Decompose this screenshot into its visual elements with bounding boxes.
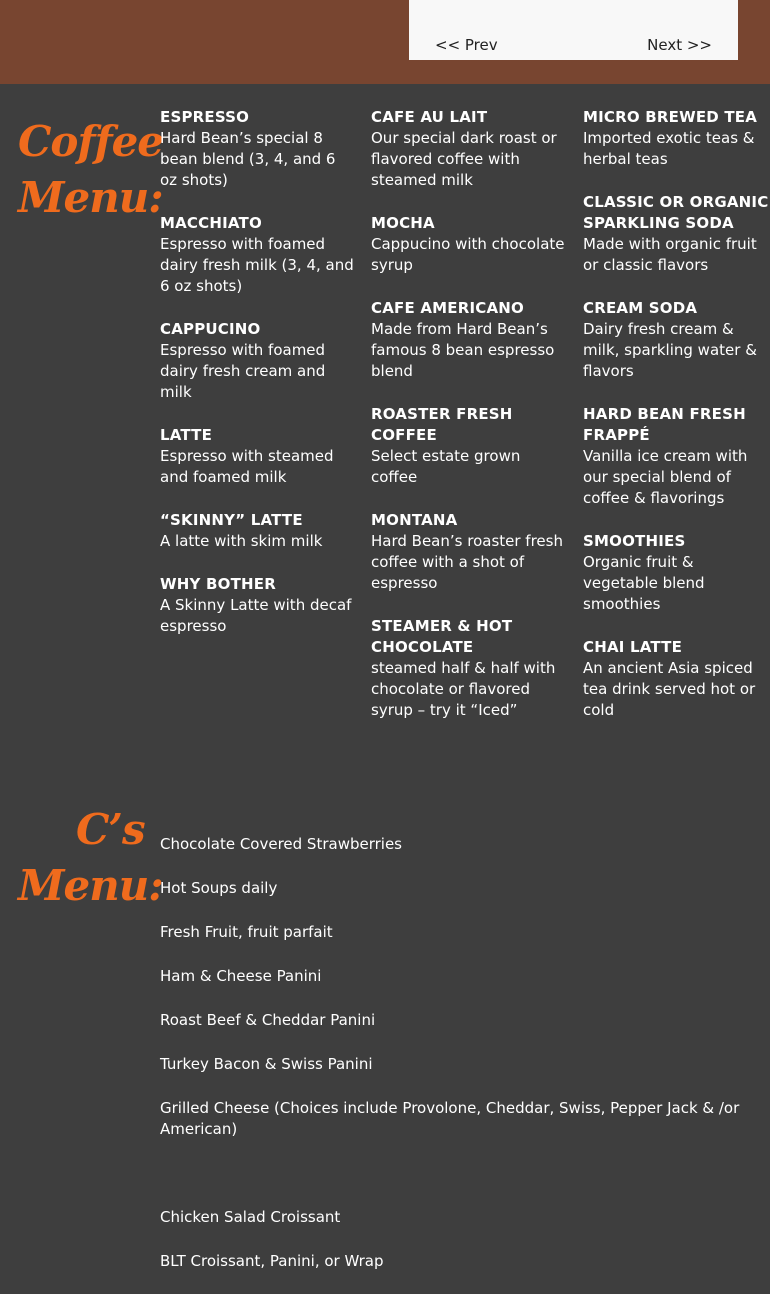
food-item: Chicken Salad Croissant (160, 1208, 341, 1226)
menu-item (583, 298, 770, 382)
food-item: Roast Beef & Cheddar Panini (160, 1011, 376, 1029)
item-name: CAPPUCINO (160, 320, 261, 338)
c-menu-title-line1: C’s (76, 805, 145, 854)
item-description: Made with organic fruit or classic flavors (583, 235, 757, 274)
item-name: MACCHIATO (160, 214, 262, 232)
menu-column-1 (160, 107, 356, 659)
top-header-band (0, 0, 770, 84)
menu-item (371, 510, 567, 594)
c-menu-title-line2: Menu: (18, 861, 163, 910)
menu-item (371, 107, 567, 191)
item-name: CREAM SODA (583, 299, 698, 317)
c-menu-section (0, 792, 770, 1294)
item-name: CLASSIC OR ORGANIC SPARKLING SODA (583, 193, 769, 232)
menu-item (160, 510, 356, 552)
food-item: Hot Soups daily (160, 879, 278, 897)
menu-column-3 (583, 107, 770, 743)
food-item: Ham & Cheese Panini (160, 967, 322, 985)
item-description: An ancient Asia spiced tea drink served hot or cold (583, 659, 756, 719)
item-description: Dairy fresh cream & milk, sparkling water & flavors (583, 320, 757, 380)
list-spacer (160, 1163, 770, 1207)
food-item: Fresh Fruit, fruit parfait (160, 923, 333, 941)
item-name: CAFE AMERICANO (371, 299, 524, 317)
item-description: Hard Bean’s special 8 bean blend (3, 4, and 6 oz shots) (160, 129, 336, 189)
item-description: Hard Bean’s roaster fresh coffee with a shot of espresso (371, 532, 563, 592)
item-name: “SKINNY” LATTE (160, 511, 303, 529)
item-description: Made from Hard Bean’s famous 8 bean espresso blend (371, 320, 555, 380)
c-menu-list (160, 834, 770, 1294)
coffee-menu-title-line1: Coffee (18, 117, 164, 166)
menu-column-2 (371, 107, 567, 743)
menu-item (583, 637, 770, 721)
item-description: Cappucino with chocolate syrup (371, 235, 565, 274)
item-name: HARD BEAN FRESH FRAPPÉ (583, 405, 746, 444)
item-name: SMOOTHIES (583, 532, 686, 550)
coffee-menu-title-line2: Menu: (18, 173, 163, 222)
item-description: Imported exotic teas & herbal teas (583, 129, 755, 168)
food-item: Grilled Cheese (Choices include Provolone, Cheddar, Swiss, Pepper Jack & /or American) (160, 1099, 740, 1138)
item-description: A Skinny Latte with decaf espresso (160, 596, 352, 635)
item-name: WHY BOTHER (160, 575, 276, 593)
menu-item (160, 574, 356, 637)
menu-item (160, 319, 356, 403)
item-name: MOCHA (371, 214, 435, 232)
item-description: Vanilla ice cream with our special blend of coffee & flavorings (583, 447, 748, 507)
item-description: Espresso with foamed dairy fresh milk (3, 4, and 6 oz shots) (160, 235, 354, 295)
c-menu-title (18, 802, 163, 914)
menu-item (160, 213, 356, 297)
food-item: Chocolate Covered Strawberries (160, 835, 402, 853)
menu-item (583, 192, 770, 276)
next-link[interactable]: Next >> (647, 36, 712, 54)
menu-item (583, 404, 770, 509)
item-name: MONTANA (371, 511, 458, 529)
menu-item (583, 107, 770, 170)
item-description: steamed half & half with chocolate or flavored syrup – try it “Iced” (371, 659, 556, 719)
item-description: Espresso with foamed dairy fresh cream and milk (160, 341, 326, 401)
menu-item (371, 213, 567, 276)
item-description: A latte with skim milk (160, 532, 323, 550)
menu-item (371, 404, 567, 488)
item-name: ROASTER FRESH COFFEE (371, 405, 513, 444)
coffee-menu-section (0, 84, 770, 792)
pager-box (409, 0, 738, 60)
item-name: ESPRESSO (160, 108, 250, 126)
menu-item (160, 425, 356, 488)
item-description: Select estate grown coffee (371, 447, 521, 486)
item-name: LATTE (160, 426, 213, 444)
food-item: BLT Croissant, Panini, or Wrap (160, 1252, 384, 1270)
menu-item (371, 616, 567, 721)
item-name: MICRO BREWED TEA (583, 108, 758, 126)
item-description: Espresso with steamed and foamed milk (160, 447, 334, 486)
menu-item (371, 298, 567, 382)
item-name: STEAMER & HOT CHOCOLATE (371, 617, 513, 656)
item-description: Organic fruit & vegetable blend smoothies (583, 553, 705, 613)
item-name: CAFE AU LAIT (371, 108, 488, 126)
prev-link[interactable]: << Prev (435, 36, 498, 54)
item-name: CHAI LATTE (583, 638, 683, 656)
coffee-menu-title (18, 114, 163, 226)
item-description: Our special dark roast or flavored coffee with steamed milk (371, 129, 557, 189)
menu-item (583, 531, 770, 615)
menu-item (160, 107, 356, 191)
food-item: Turkey Bacon & Swiss Panini (160, 1055, 373, 1073)
